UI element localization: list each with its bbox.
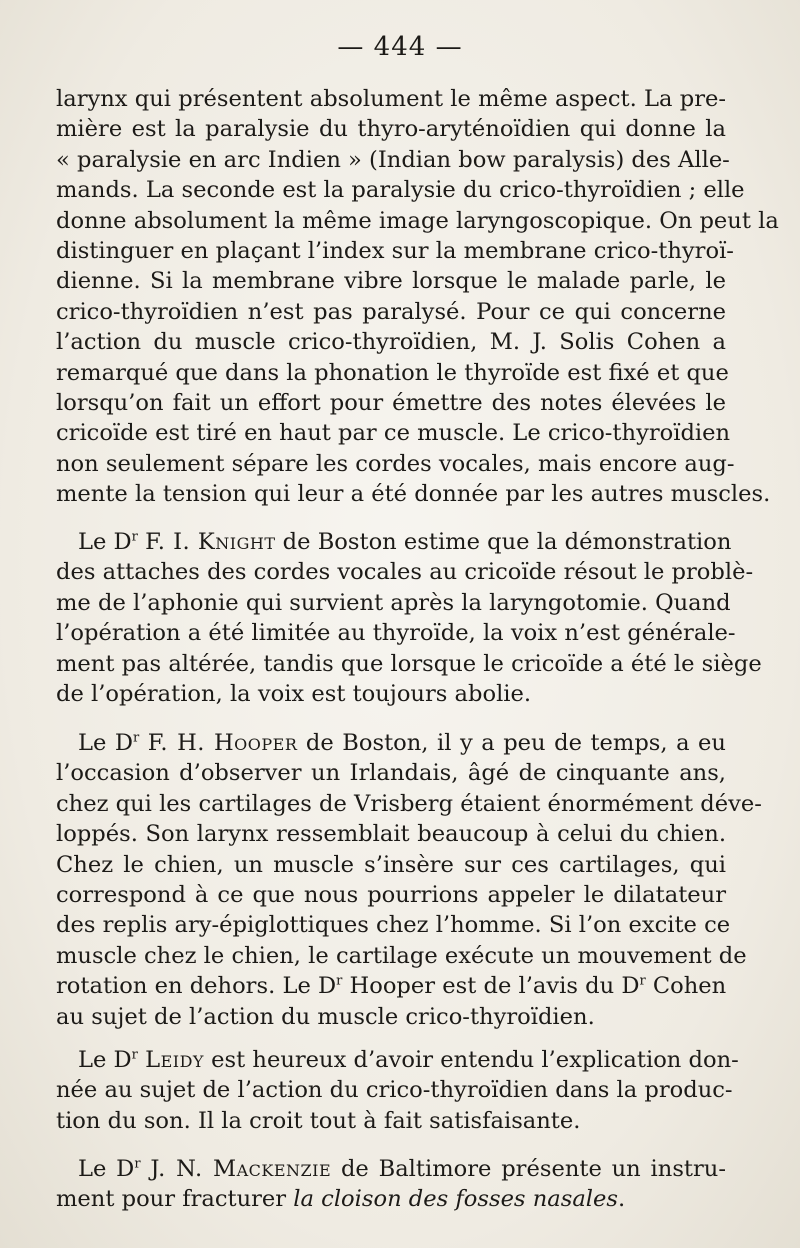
text-line: remarqué que dans la phonation le thyroïde est fixé et que	[56, 359, 729, 386]
text-line: ment pas altérée, tandis que lorsque le cricoïde a été le siège	[56, 650, 762, 677]
text-line: Chez le chien, un muscle s’insère sur ces cartilages, qui	[56, 851, 726, 878]
title-text: Le D	[78, 1047, 132, 1073]
text-fragment: de Boston estime que la démonstration	[275, 529, 732, 555]
text-line: de l’opération, la voix est toujours abolie.	[56, 681, 532, 708]
text-line	[56, 527, 732, 557]
text-line	[56, 971, 726, 1001]
text-line: muscle chez le chien, le cartilage exécute un mouvement de	[56, 942, 747, 969]
text-line: loppés. Son larynx ressemblait beaucoup à celui du chien.	[56, 821, 726, 848]
text-line: tion du son. Il la croit tout à fait satisfaisante.	[56, 1107, 581, 1134]
text-line: « paralysie en arc Indien » (Indian bow paralysis) des Alle-	[56, 146, 730, 173]
text-fragment: .	[618, 1186, 626, 1213]
italic-text: la cloison des fosses nasales	[293, 1186, 618, 1213]
paragraph-5	[56, 1154, 726, 1215]
text-line: mière est la paralysie du thyro-aryténoïdien qui donne la	[56, 116, 726, 143]
title-text: Le D	[78, 730, 133, 756]
text-fragment: ment pour fracturer	[56, 1186, 294, 1213]
text-fragment: de Boston, il y a peu de temps, a eu	[297, 730, 726, 756]
text-fragment: Hooper est de l’avis du D	[342, 973, 640, 1000]
text-line: l’opération a été limitée au thyroïde, la voix n’est générale-	[56, 620, 736, 647]
text-line: des attaches des cordes vocales au cricoïde résout le problè-	[56, 559, 754, 586]
text-line: chez qui les cartilages de Vrisberg étaient énormément déve-	[56, 790, 762, 817]
text-line: mands. La seconde est la paralysie du crico-thyroïdien ; elle	[56, 177, 745, 204]
title-text: Le D	[78, 1156, 135, 1182]
text-line: dienne. Si la membrane vibre lorsque le malade parle, le	[56, 268, 726, 295]
text-line	[56, 1154, 726, 1184]
text-line: larynx qui présentent absolument le même aspect. La pre-	[56, 86, 726, 112]
page-number: — 444 —	[337, 32, 463, 62]
text-line: des replis ary-épiglottiques chez l’homme. Si l’on excite ce	[56, 912, 731, 939]
title-superscript: r	[134, 1156, 141, 1172]
text-line: non seulement sépare les cordes vocales, mais encore aug-	[56, 450, 735, 477]
text-fragment: rotation en dehors. Le D	[56, 973, 337, 1000]
text-fragment: Cohen	[645, 973, 727, 1000]
person-name: Leidy	[145, 1047, 204, 1073]
title-superscript: r	[131, 529, 138, 545]
person-name: J. N. Mackenzie	[150, 1156, 332, 1182]
text-line	[56, 1184, 726, 1214]
text-fragment: de Baltimore présente un instru-	[331, 1156, 726, 1182]
text-line	[56, 1045, 739, 1075]
text-line: donne absolument la même image laryngoscopique. On peut la	[56, 207, 779, 234]
text-line: me de l’aphonie qui survient après la laryngotomie. Quand	[56, 589, 731, 616]
person-name: F. I. Knight	[145, 529, 276, 555]
text-line: née au sujet de l’action du crico-thyroïdien dans la produc-	[56, 1077, 733, 1104]
text-line: au sujet de l’action du muscle crico-thyroïdien.	[56, 1003, 595, 1030]
text-line: l’occasion d’observer un Irlandais, âgé de cinquante ans,	[56, 760, 726, 787]
paragraph-4	[56, 1045, 739, 1136]
paragraph-2	[56, 527, 762, 709]
title-superscript: r	[131, 1047, 138, 1063]
paragraph-3	[56, 728, 762, 1032]
title-superscript: r	[639, 973, 646, 989]
text-line: correspond à ce que nous pourrions appeler le dilatateur	[56, 882, 726, 909]
text-line: distinguer en plaçant l’index sur la membrane crico-thyroï-	[56, 238, 734, 265]
text-line: lorsqu’on fait un effort pour émettre des notes élevées le	[56, 390, 726, 417]
title-superscript: r	[133, 730, 140, 746]
text-line: mente la tension qui leur a été donnée par les autres muscles.	[56, 481, 771, 508]
text-line	[56, 728, 726, 758]
text-fragment: est heureux d’avoir entendu l’explication don-	[203, 1047, 739, 1073]
text-line: crico-thyroïdien n’est pas paralysé. Pour ce qui concerne	[56, 298, 726, 325]
person-name: F. H. Hooper	[147, 730, 298, 756]
text-line: l’action du muscle crico-thyroïdien, M. J. Solis Cohen a	[56, 329, 726, 356]
text-line: cricoïde est tiré en haut par ce muscle. Le crico-thyroïdien	[56, 420, 731, 447]
paragraph-1	[56, 84, 779, 510]
title-superscript: r	[336, 973, 343, 989]
title-text: Le D	[78, 529, 132, 555]
